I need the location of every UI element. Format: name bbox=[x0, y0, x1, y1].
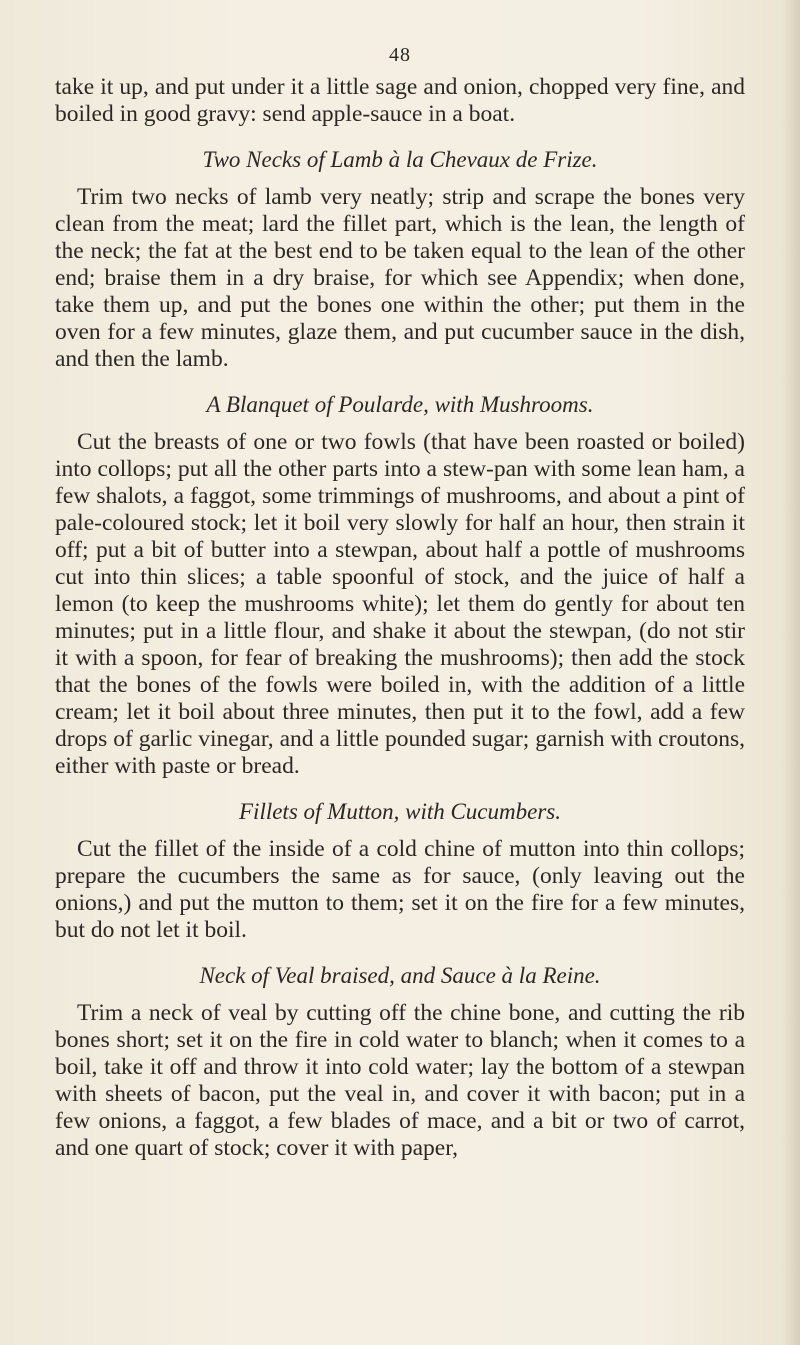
page-content bbox=[55, 74, 745, 1162]
recipe-paragraph: Cut the fillet of the inside of a cold chine of mutton into thin collops; prepare the cucumbers the same as for sauce, (only leaving out the onions,) and put the mutton to them; set it on the fire for a few minutes, but do not let it boil. bbox=[55, 836, 745, 943]
recipe-paragraph: take it up, and put under it a little sage and onion, chopped very fine, and boiled in good gravy: send apple-sauce in a boat. bbox=[55, 74, 745, 127]
page-edge-shadow bbox=[782, 0, 800, 1345]
recipe-heading: A Blanquet of Poularde, with Mushrooms. bbox=[206, 392, 594, 417]
recipe-heading: Fillets of Mutton, with Cucumbers. bbox=[239, 799, 561, 824]
recipe-paragraph: Trim two necks of lamb very neatly; strip and scrape the bones very clean from the meat; lard the fillet part, which is the lean, the length of the neck; the fat at the best end to be taken equal to the lean of the other end; braise them in a dry braise, for which see Appendix; when done, take them up, and put the bones one within the other; put them in the oven for a few minutes, glaze them, and put cucumber sauce in the dish, and then the lamb. bbox=[55, 184, 745, 372]
recipe-heading: Two Necks of Lamb à la Chevaux de Frize. bbox=[202, 147, 598, 172]
recipe-paragraph: Trim a neck of veal by cutting off the chine bone, and cutting the rib bones short; set it on the fire in cold water to blanch; when it comes to a boil, take it off and throw it into cold water; lay the bottom of a stewpan with sheets of bacon, put the veal in, and cover it with bacon; put in a few onions, a faggot, a few blades of mace, and a bit or two of carrot, and one quart of stock; cover it with paper, bbox=[55, 1000, 745, 1161]
recipe-heading: Neck of Veal braised, and Sauce à la Reine. bbox=[199, 963, 601, 988]
page-number: 48 bbox=[389, 44, 411, 66]
recipe-paragraph: Cut the breasts of one or two fowls (that have been roasted or boiled) into collops; put all the other parts into a stew-pan with some lean ham, a few shalots, a faggot, some trimmings of mushrooms, and about a pint of pale-coloured stock; let it boil very slowly for half an hour, then strain it off; put a bit of butter into a stewpan, about half a pottle of mushrooms cut into thin slices; a table spoonful of stock, and the juice of half a lemon (to keep the mushrooms white); let them do gently for about ten minutes; put in a little flour, and shake it about the stewpan, (do not stir it with a spoon, for fear of breaking the mushrooms); then add the stock that the bones of the fowls were boiled in, with the addition of a little cream; let it boil about three minutes, then put it to the fowl, add a few drops of garlic vinegar, and a little pounded sugar; garnish with croutons, either with paste or bread. bbox=[55, 429, 745, 779]
